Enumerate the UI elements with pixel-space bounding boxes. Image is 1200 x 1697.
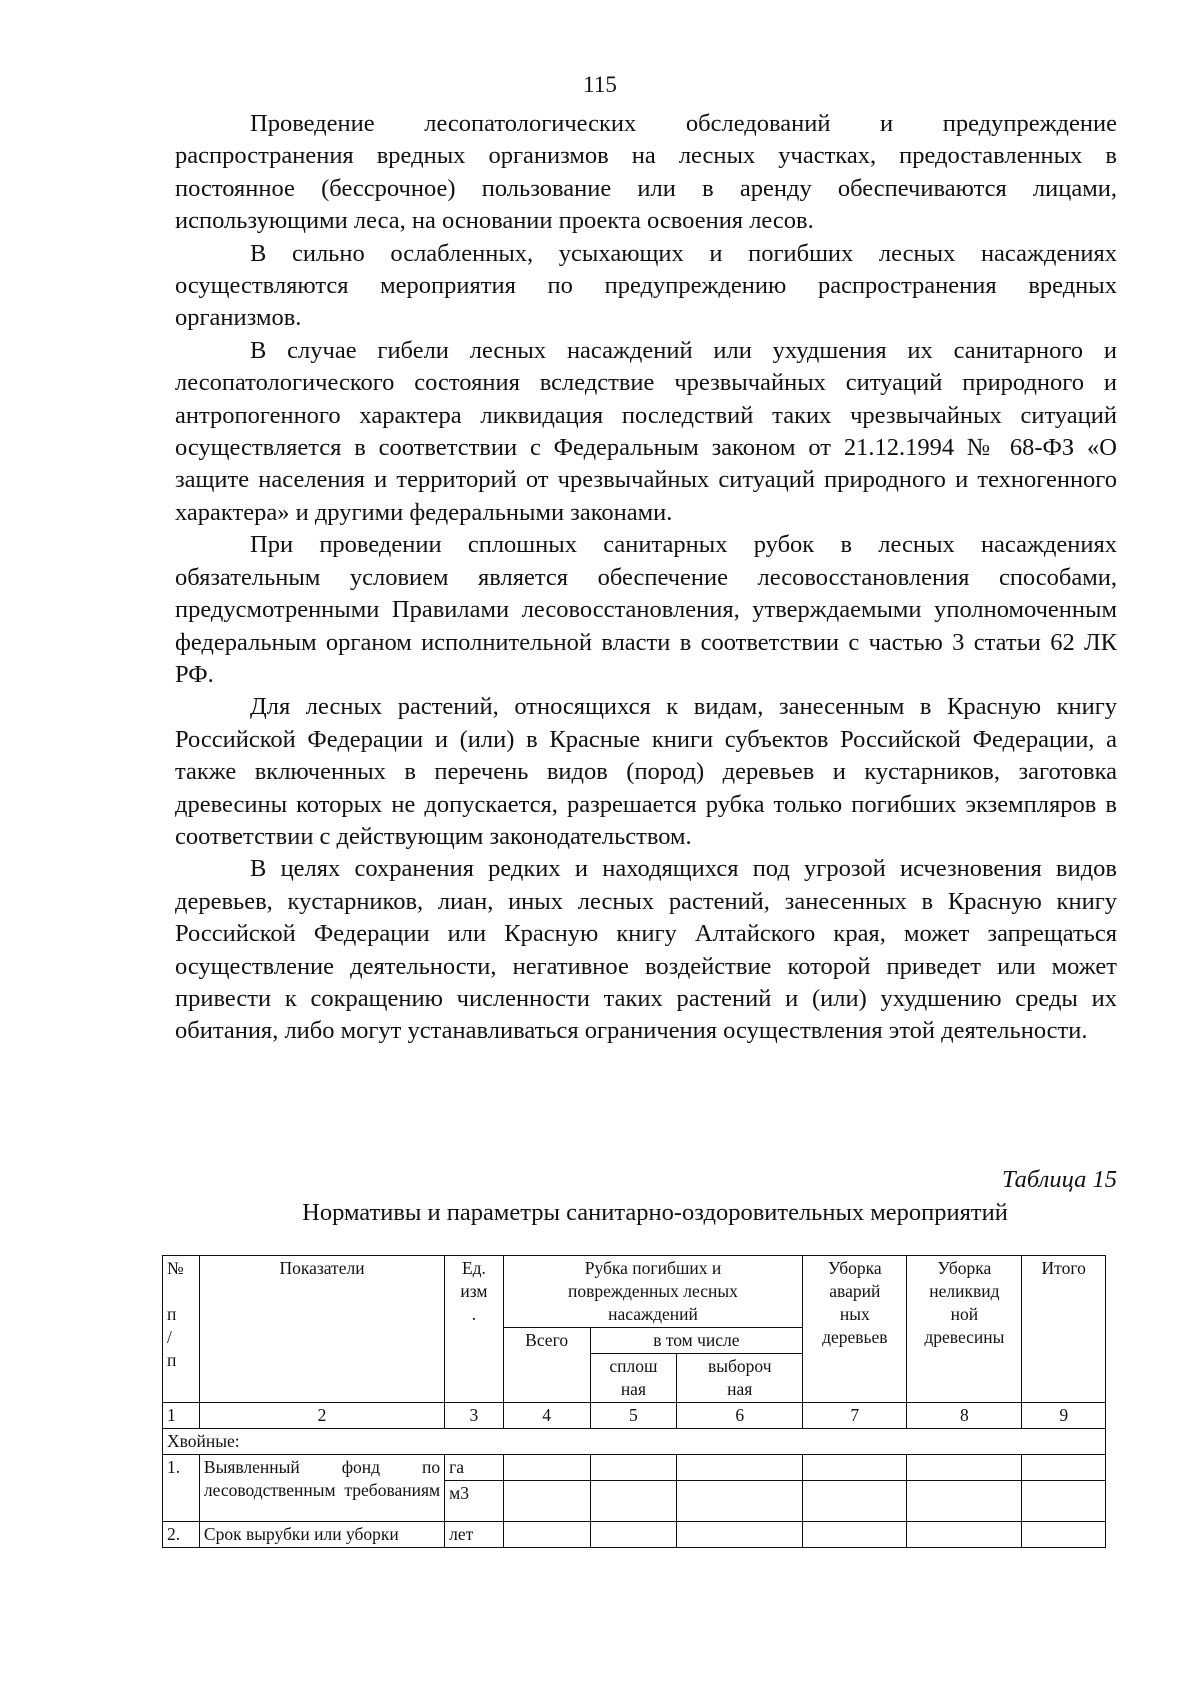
header-felling-line: насаждений bbox=[608, 1304, 698, 1324]
header-unit bbox=[445, 1256, 504, 1403]
header-emergency-line: аварий bbox=[829, 1281, 881, 1301]
header-unit-line: Ед. bbox=[461, 1258, 486, 1278]
column-number: 3 bbox=[445, 1403, 504, 1429]
data-cell bbox=[590, 1455, 677, 1481]
column-number: 8 bbox=[907, 1403, 1022, 1429]
data-cell bbox=[803, 1522, 907, 1548]
header-including: в том числе bbox=[590, 1328, 803, 1354]
page-number: 115 bbox=[583, 72, 617, 97]
row-unit: га bbox=[445, 1455, 504, 1481]
header-unit-line: . bbox=[471, 1304, 477, 1324]
table-row bbox=[163, 1522, 1106, 1548]
header-num-line: № bbox=[167, 1258, 184, 1278]
section-label: Хвойные: bbox=[163, 1429, 1106, 1455]
header-num-line: п bbox=[167, 1304, 177, 1324]
row-indicator: Срок вырубки или уборки bbox=[199, 1522, 444, 1548]
column-number: 1 bbox=[163, 1403, 200, 1429]
table-caption: Таблица 15 bbox=[1001, 1166, 1117, 1193]
row-unit: лет bbox=[445, 1522, 504, 1548]
data-cell bbox=[907, 1481, 1022, 1522]
data-cell bbox=[503, 1522, 590, 1548]
table-row bbox=[163, 1455, 1106, 1481]
column-number: 6 bbox=[677, 1403, 803, 1429]
header-clear-felling bbox=[590, 1354, 677, 1403]
header-num-line: п bbox=[167, 1350, 177, 1370]
data-cell bbox=[1022, 1522, 1106, 1548]
column-number: 2 bbox=[199, 1403, 444, 1429]
column-numbers-row bbox=[163, 1403, 1106, 1429]
table-title: Нормативы и параметры санитарно-оздоровительных мероприятий bbox=[302, 1199, 1008, 1226]
header-emergency-line: ных bbox=[839, 1304, 870, 1324]
paragraph: В сильно ослабленных, усыхающих и погибших лесных насаждениях осуществляются мероприятия по предупреждению распространения вредных организмов. bbox=[175, 239, 1117, 332]
header-selective-felling bbox=[677, 1354, 803, 1403]
data-cell bbox=[677, 1455, 803, 1481]
header-illiquid-line: ной bbox=[950, 1304, 979, 1324]
paragraph: В целях сохранения редких и находящихся под угрозой исчезновения видов деревьев, кустарников, лиан, иных лесных растений, занесенных в Красную книгу Российской Федерации или Красную книгу Алтайского края, может запрещаться осуществление деятельности, негативное воздействие которой приведет или может привести к сокращению численности таких растений и (или) ухудшению среды их обитания, либо могут устанавливаться ограничения осуществления этой деятельности. bbox=[175, 855, 1117, 1045]
header-total: Всего bbox=[503, 1328, 590, 1403]
data-cell bbox=[590, 1522, 677, 1548]
paragraph: Проведение лесопатологических обследований и предупреждение распространения вредных организмов на лесных участках, предоставленных в постоянное (бессрочное) пользование или в аренду обеспечиваются лицами, использующими леса, на основании проекта освоения лесов. bbox=[175, 110, 1117, 235]
norms-table bbox=[162, 1255, 1106, 1548]
header-illiquid-line: неликвид bbox=[929, 1281, 1000, 1301]
header-row bbox=[163, 1256, 1106, 1328]
data-cell bbox=[503, 1481, 590, 1522]
header-total-sum: Итого bbox=[1022, 1256, 1106, 1403]
header-felling-line: Рубка погибших и bbox=[584, 1258, 722, 1278]
data-cell bbox=[1022, 1481, 1106, 1522]
row-indicator: Выявленный фонд по лесоводственным требованиям bbox=[199, 1455, 444, 1522]
row-number: 1. bbox=[163, 1455, 200, 1522]
section-row bbox=[163, 1429, 1106, 1455]
data-cell bbox=[503, 1455, 590, 1481]
header-illiquid-line: Уборка bbox=[937, 1258, 992, 1278]
paragraph: Для лесных растений, относящихся к видам, занесенным в Красную книгу Российской Федерации и (или) в Красные книги субъектов Российской Федерации, а также включенных в перечень видов (пород) деревьев и кустарников, заготовка древесины которых не допускается, разрешается рубка только погибших экземпляров в соответствии с действующим законодательством. bbox=[175, 693, 1117, 850]
header-unit-line: изм bbox=[460, 1281, 488, 1301]
column-number: 7 bbox=[803, 1403, 907, 1429]
data-cell bbox=[590, 1481, 677, 1522]
header-felling-group bbox=[503, 1256, 803, 1328]
paragraph: В случае гибели лесных насаждений или ухудшения их санитарного и лесопатологического состояния вследствие чрезвычайных ситуаций природного и антропогенного характера ликвидация последствий таких чрезвычайных ситуаций осуществляется в соответствии с Федеральным законом от 21.12.1994 № 68-ФЗ «О защите населения и территорий от чрезвычайных ситуаций природного и техногенного характера» и другими федеральными законами. bbox=[175, 336, 1117, 526]
data-cell bbox=[803, 1455, 907, 1481]
data-cell bbox=[677, 1522, 803, 1548]
row-unit: м3 bbox=[445, 1481, 504, 1522]
data-cell bbox=[677, 1481, 803, 1522]
column-number: 9 bbox=[1022, 1403, 1106, 1429]
header-emergency-line: деревьев bbox=[822, 1327, 888, 1347]
header-selective-line: ная bbox=[727, 1379, 753, 1399]
data-cell bbox=[907, 1455, 1022, 1481]
header-emergency-line: Уборка bbox=[827, 1258, 882, 1278]
header-selective-line: выбороч bbox=[708, 1356, 772, 1376]
paragraph: При проведении сплошных санитарных рубок в лесных насаждениях обязательным условием является обеспечение лесовосстановления способами, предусмотренными Правилами лесовосстановления, утверждаемыми уполномоченным федеральным органом исполнительной власти в соответствии с частью 3 статьи 62 ЛК РФ. bbox=[175, 531, 1117, 688]
row-number: 2. bbox=[163, 1522, 200, 1548]
header-felling-line: поврежденных лесных bbox=[568, 1281, 738, 1301]
header-emergency-trees bbox=[803, 1256, 907, 1403]
data-cell bbox=[907, 1522, 1022, 1548]
header-indicators: Показатели bbox=[199, 1256, 444, 1403]
data-cell bbox=[803, 1481, 907, 1522]
header-clear-line: ная bbox=[620, 1379, 646, 1399]
data-cell bbox=[1022, 1455, 1106, 1481]
header-illiquid-line: древесины bbox=[924, 1327, 1005, 1347]
header-num bbox=[163, 1256, 200, 1403]
column-number: 4 bbox=[503, 1403, 590, 1429]
column-number: 5 bbox=[590, 1403, 677, 1429]
body-text bbox=[175, 108, 1117, 1048]
header-num-line: / bbox=[167, 1327, 172, 1347]
header-clear-line: сплош bbox=[609, 1356, 658, 1376]
header-illiquid-wood bbox=[907, 1256, 1022, 1403]
